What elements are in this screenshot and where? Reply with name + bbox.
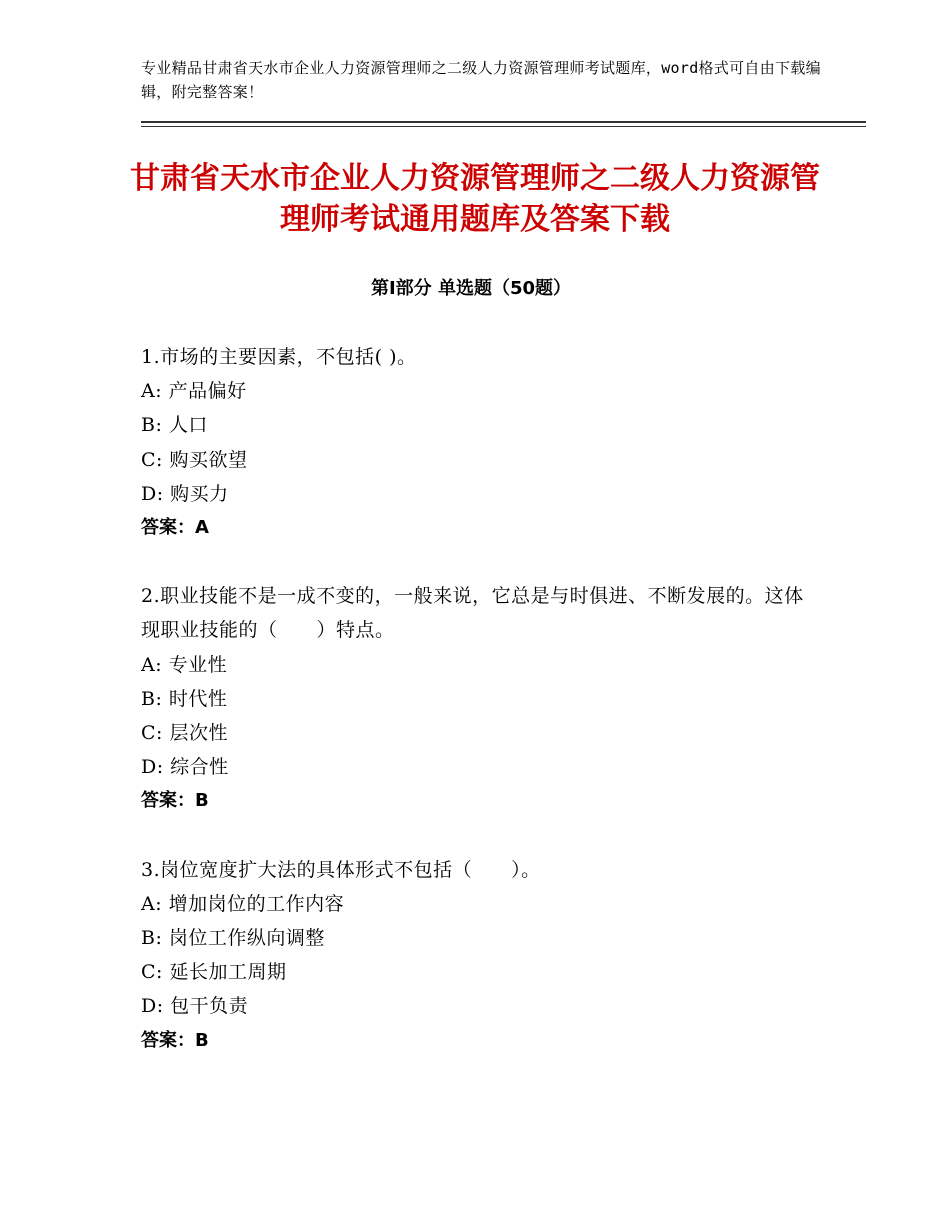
- option-a: A: 专业性: [141, 653, 228, 676]
- header-note: 专业精品甘肃省天水市企业人力资源管理师之二级人力资源管理师考试题库，word格式可自由下载编辑，附完整答案！: [141, 59, 821, 101]
- question-stem: 3.岗位宽度扩大法的具体形式不包括（ ）。: [141, 858, 541, 881]
- option-a: A: 产品偏好: [141, 380, 247, 403]
- answer-label: 答案：B: [141, 790, 209, 812]
- option-d: D: 购买力: [141, 482, 229, 505]
- answer-label: 答案：A: [141, 517, 209, 539]
- option-b: B: 时代性: [141, 687, 228, 710]
- option-d: D: 综合性: [141, 756, 229, 779]
- option-d: D: 包干负责: [141, 995, 249, 1018]
- document-title: 甘肃省天水市企业人力资源管理师之二级人力资源管理师考试通用题库及答案下载: [130, 161, 820, 237]
- header-divider-thick: [141, 121, 866, 123]
- option-c: C: 层次性: [141, 722, 228, 745]
- option-b: B: 岗位工作纵向调整: [141, 927, 325, 950]
- question-stem: 2.职业技能不是一成不变的，一般来说，它总是与时俱进、不断发展的。这体现职业技能的（ ）特点。: [141, 585, 804, 642]
- question-3: [141, 853, 811, 1058]
- question-2: [141, 579, 811, 818]
- option-a: A: 增加岗位的工作内容: [141, 892, 345, 915]
- answer-label: 答案：B: [141, 1029, 209, 1051]
- option-c: C: 延长加工周期: [141, 961, 287, 984]
- question-list: [141, 340, 811, 1092]
- option-c: C: 购买欲望: [141, 448, 248, 471]
- question-stem: 1.市场的主要因素，不包括( )。: [141, 346, 417, 368]
- question-1: [141, 340, 811, 545]
- section-heading: 第Ⅰ部分 单选题（50题）: [370, 278, 571, 299]
- option-b: B: 人口: [141, 414, 208, 437]
- header-divider-thin: [141, 126, 866, 127]
